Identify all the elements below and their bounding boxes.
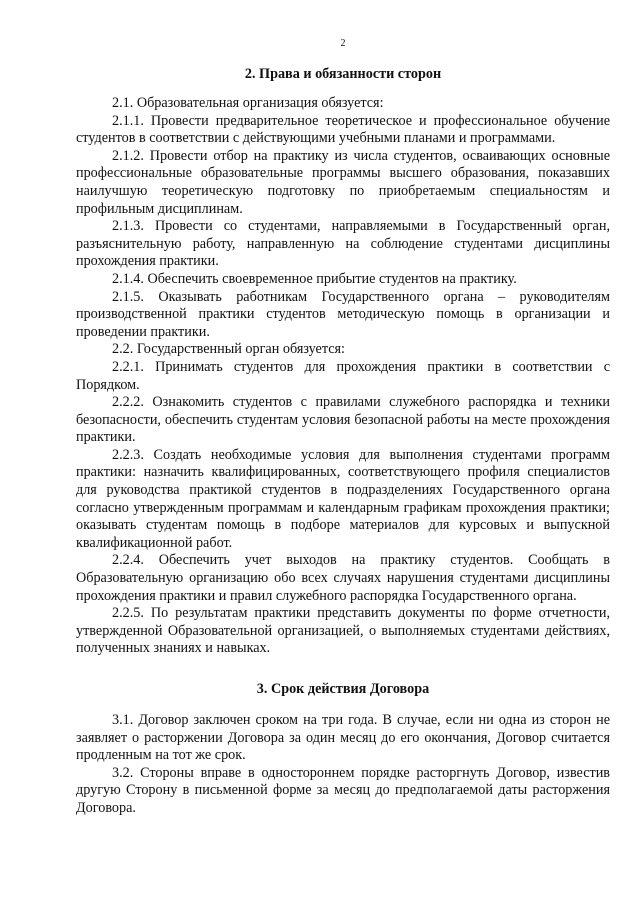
clause-2-2: 2.2. Государственный орган обязуется: (112, 341, 345, 358)
section-2-heading: 2. Права и обязанности сторон (244, 66, 442, 82)
clause-2-2-5: 2.2.5. По результатам практики представить документы по форме отчетности, утвержденной Образовательной организацией, о выполняемых студентами действиях, полученных знаниях и навыках. (76, 605, 610, 657)
section-2-body (76, 95, 610, 658)
clause-2-1-3: 2.1.3. Провести со студентами, направляемыми в Государственный орган, разъяснительную работу, направленную на соблюдение студентами дисциплины прохождения практики. (76, 218, 610, 270)
clause-2-1: 2.1. Образовательная организация обязуется: (112, 95, 384, 111)
clause-2-2-4: 2.2.4. Обеспечить учет выходов на практику студентов. Сообщать в Образовательную организацию обо всех случаях нарушения студентами дисциплины прохождения практики и правил служебного распорядка Государственного органа. (76, 552, 610, 604)
clause-2-2-2: 2.2.2. Ознакомить студентов с правилами служебного распорядка и техники безопасности, обеспечить студентам условия безопасной работы на месте прохождения практики. (76, 394, 610, 446)
clause-2-1-2: 2.1.2. Провести отбор на практику из числа студентов, осваивающих основные профессиональные образовательные программы высшего образования, показавших наилучшую теоретическую подготовку по приобретаемым специальностям и профильным дисциплинам. (76, 147, 610, 217)
page-number: 2 (340, 38, 346, 49)
section-3-heading: 3. Срок действия Договора (256, 681, 430, 697)
clause-2-2-1: 2.2.1. Принимать студентов для прохождения практики в соответствии с Порядком. (76, 358, 610, 393)
clause-3-2: 3.2. Стороны вправе в одностороннем порядке расторгнуть Договор, известив другую Сторону в письменной форме за месяц до предполагаемой даты расторжения Договора. (76, 764, 610, 816)
section-3-body (76, 712, 610, 818)
clause-2-1-1: 2.1.1. Провести предварительное теоретическое и профессиональное обучение студентов в соответствии с действующими учебными планами и программами. (76, 112, 610, 147)
clause-2-1-5: 2.1.5. Оказывать работникам Государственного органа – руководителям производственной практики студентов методическую помощь в организации и проведении практики. (76, 288, 610, 340)
clause-2-2-3: 2.2.3. Создать необходимые условия для выполнения студентами программ практики: назначить квалифицированных, соответствующего профиля специалистов для руководства практикой студентов в подразделениях Государственного органа согласно утвержденным программам и календарным графикам прохождения практики; оказывать студентам помощь в подборе материалов для курсовых и выпускной квалификационной работ. (76, 446, 610, 551)
clause-2-1-4: 2.1.4. Обеспечить своевременное прибытие студентов на практику. (112, 270, 517, 287)
clause-3-1: 3.1. Договор заключен сроком на три года. В случае, если ни одна из сторон не заявляет о расторжении Договора за один месяц до его окончания, Договор считается продленным на тот же срок. (76, 712, 610, 764)
